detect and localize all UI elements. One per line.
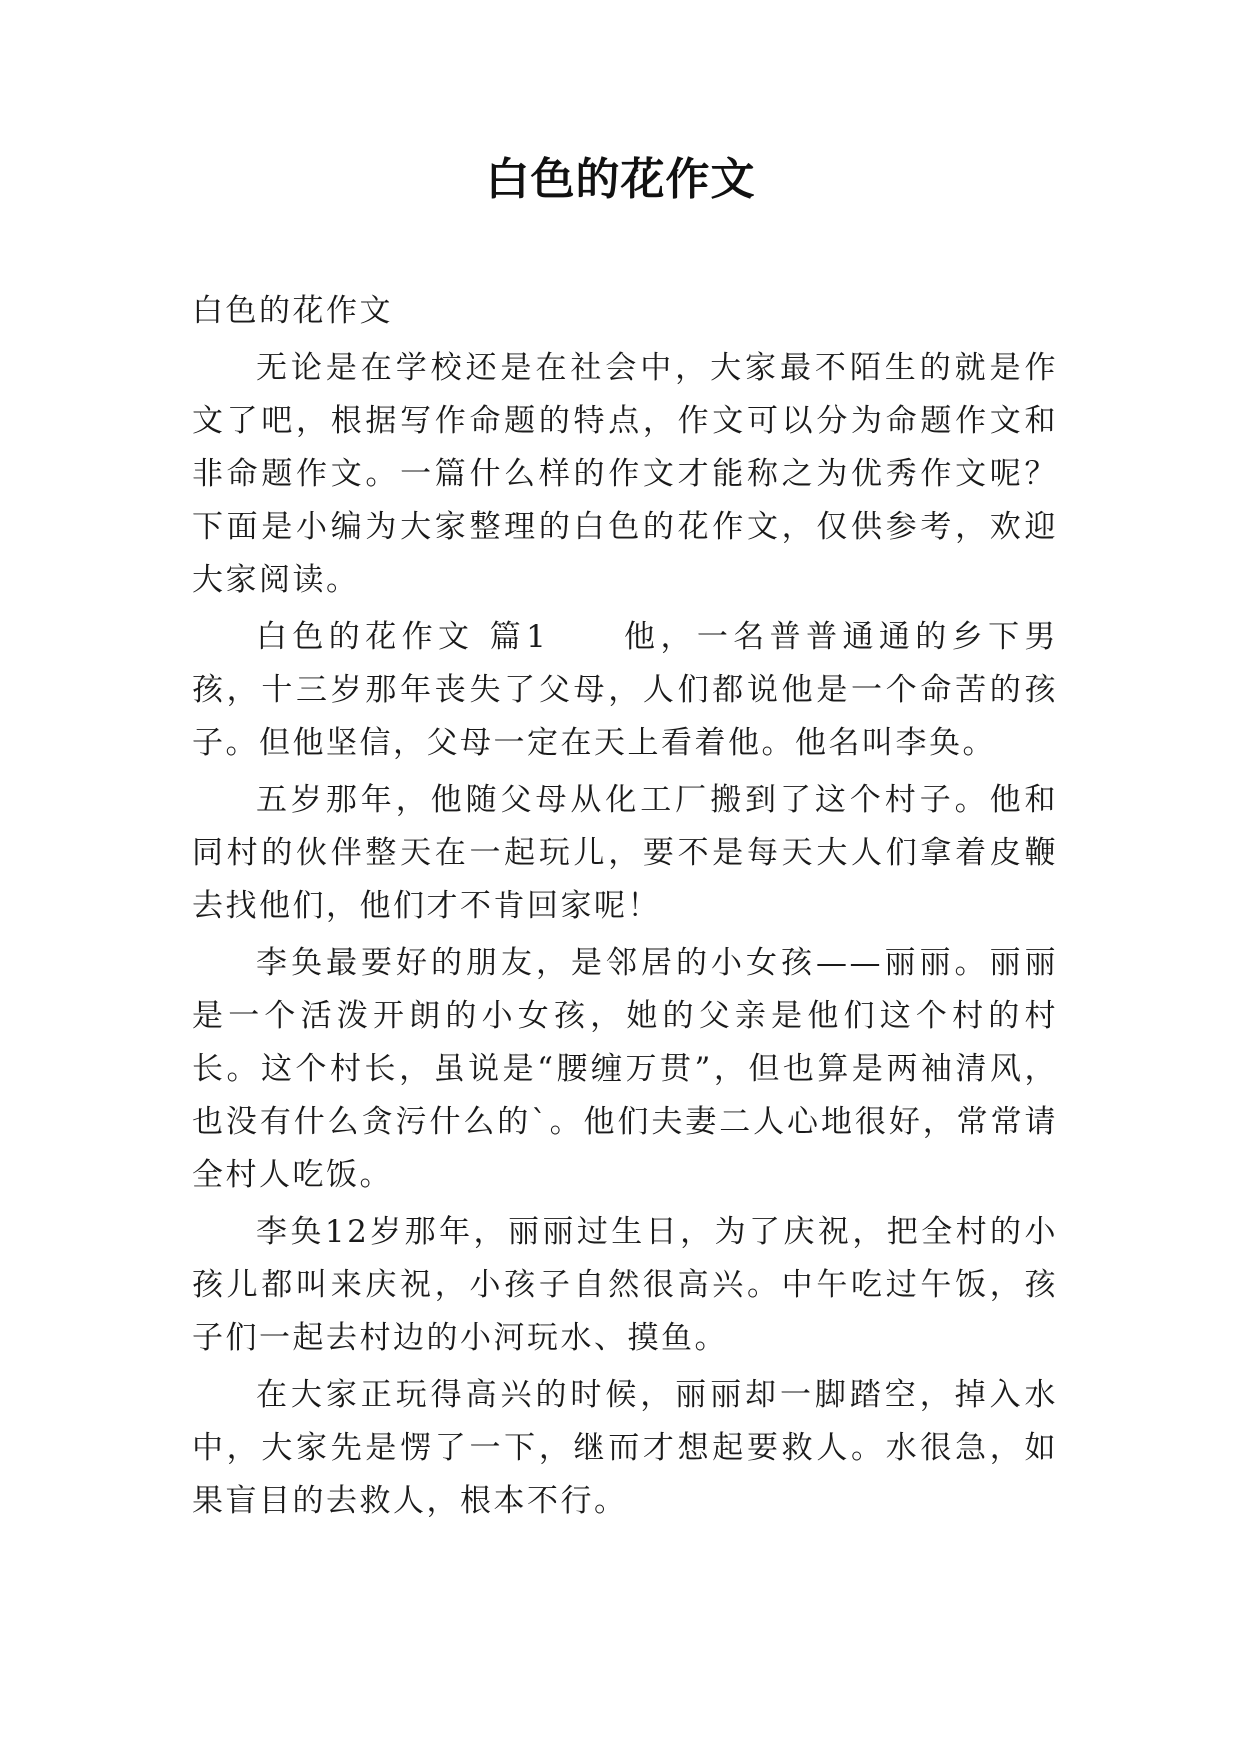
paragraph: 李奂最要好的朋友，是邻居的小女孩——丽丽。丽丽是一个活泼开朗的小女孩，她的父亲是他们这个村的村长。这个村长，虽说是“腰缠万贯”，但也算是两袖清风，也没有什么贪污什么的`。他们夫妻二人心地很好，常常请全村人吃饭。 bbox=[192, 945, 1058, 1193]
paragraph: 五岁那年，他随父母从化工厂搬到了这个村子。他和同村的伙伴整天在一起玩儿，要不是每天大人们拿着皮鞭去找他们，他们才不肯回家呢！ bbox=[192, 782, 1058, 924]
paragraph: 在大家正玩得高兴的时候，丽丽却一脚踏空，掉入水中，大家先是愣了一下，继而才想起要救人。水很急，如果盲目的去救人，根本不行。 bbox=[192, 1377, 1058, 1519]
paragraph: 白色的花作文 篇1 他，一名普普通通的乡下男孩，十三岁那年丧失了父母，人们都说他是一个命苦的孩子。但他坚信，父母一定在天上看着他。他名叫李奂。 bbox=[192, 619, 1058, 761]
paragraph: 李奂12岁那年，丽丽过生日，为了庆祝，把全村的小孩儿都叫来庆祝，小孩子自然很高兴。中午吃过午饭，孩子们一起去村边的小河玩水、摸鱼。 bbox=[192, 1214, 1058, 1356]
document-subtitle: 白色的花作文 bbox=[192, 293, 393, 329]
document-title: 白色的花作文 bbox=[485, 154, 756, 205]
paragraph: 无论是在学校还是在社会中，大家最不陌生的就是作文了吧，根据写作命题的特点，作文可以分为命题作文和非命题作文。一篇什么样的作文才能称之为优秀作文呢？下面是小编为大家整理的白色的花作文，仅供参考，欢迎大家阅读。 bbox=[192, 350, 1058, 598]
document-body bbox=[192, 285, 1058, 1528]
